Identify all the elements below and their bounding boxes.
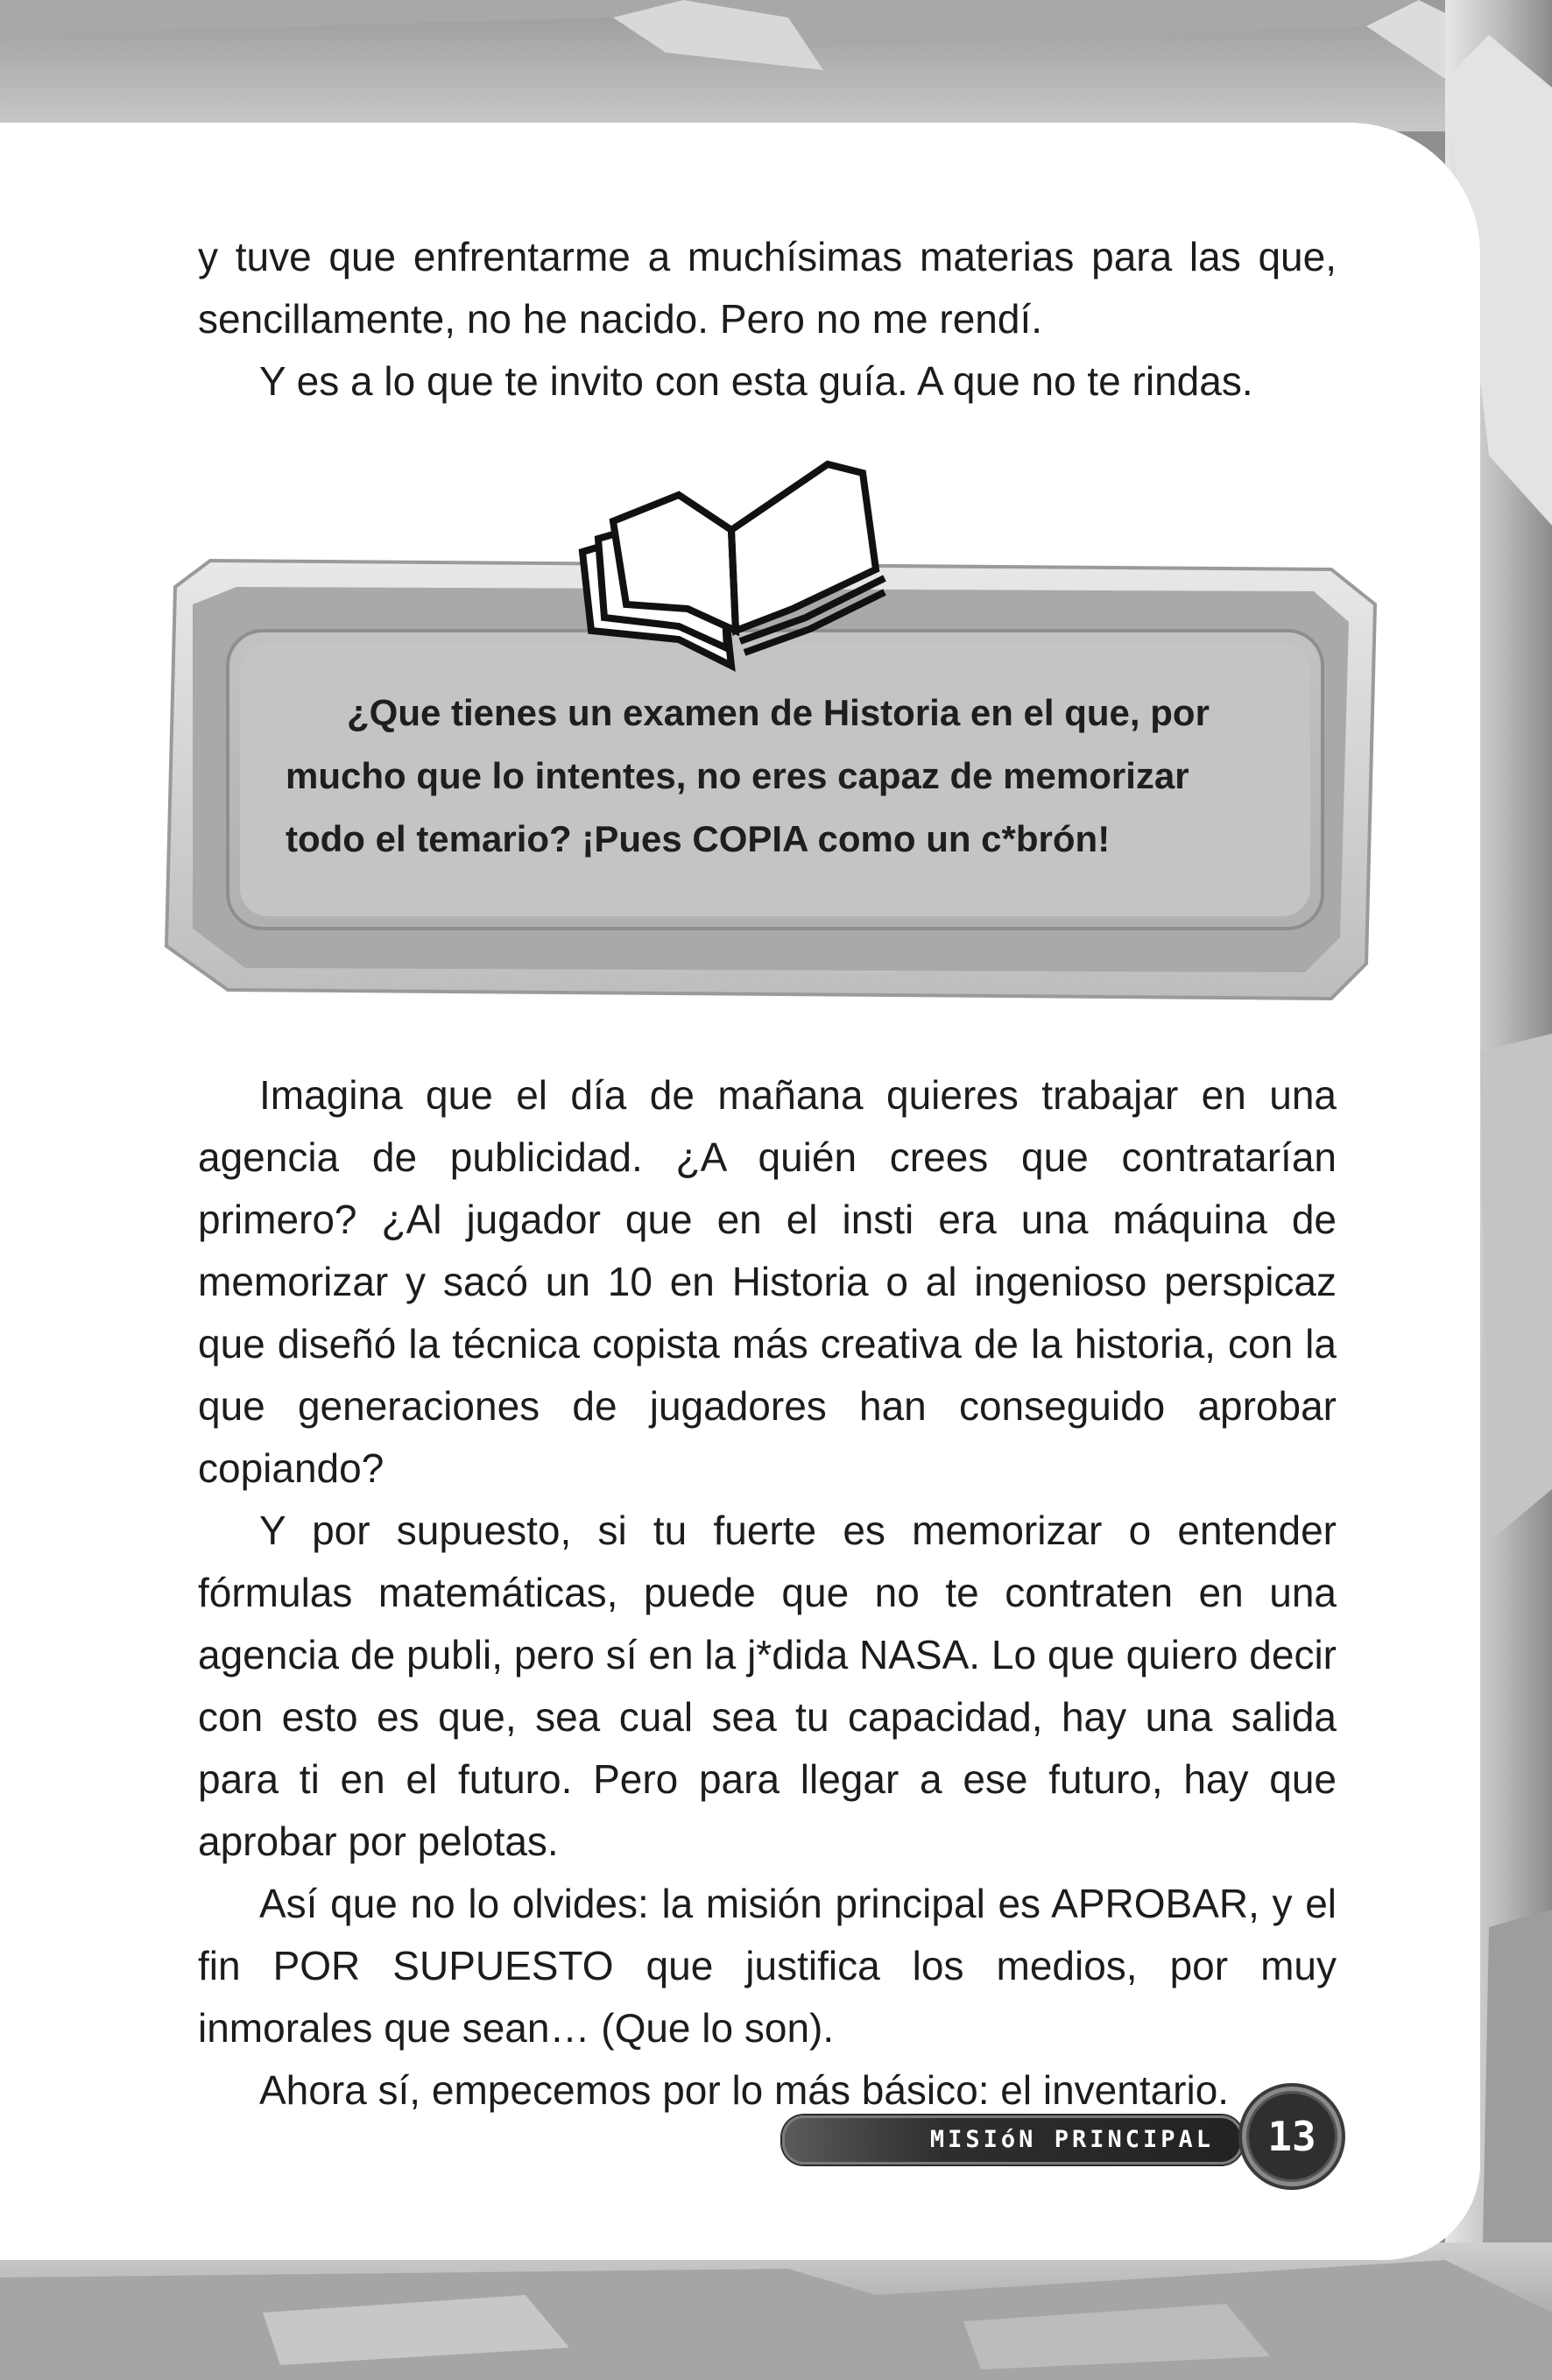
body-paragraph: Y por supuesto, si tu fuerte es memorizar o entender fórmulas matemáticas, puede que no te contraten en una agencia de publi, pero sí en la j*dida NASA. Lo que quiero decir con esto es que, sea cual sea tu capacidad, hay una salida para ti en el futuro. Pero para llegar a ese futuro, hay que aprobar por pelotas.	[198, 1508, 1337, 1864]
intro-paragraph: Y es a lo que te invito con esta guía. A que no te rindas.	[259, 358, 1253, 404]
page-number-badge	[1242, 2087, 1342, 2186]
open-book-icon	[574, 456, 889, 683]
intro-text	[198, 226, 1337, 413]
callout-text	[286, 682, 1249, 871]
body-paragraph: Imagina que el día de mañana quieres trabajar en una agencia de publicidad. ¿A quién crees que contratarían primero? ¿Al jugador que en el insti era una máquina de memorizar y sacó un 10 en Historia o al ingenioso perspicaz que diseñó la técnica copista más creativa de la historia, con la que generaciones de jugadores han conseguido aprobar copiando?	[198, 1072, 1337, 1491]
intro-paragraph: y tuve que enfrentarme a muchísimas materias para las que, sencillamente, no he nacido. Pero no me rendí.	[198, 234, 1337, 342]
page-number: 13	[1267, 2113, 1316, 2160]
body-paragraph: Ahora sí, empecemos por lo más básico: el inventario.	[259, 2067, 1230, 2113]
callout-paragraph: ¿Que tienes un examen de Historia en el que, por mucho que lo intentes, no eres capaz de memorizar todo el temario? ¡Pues COPIA como un c*brón!	[286, 692, 1210, 859]
body-paragraph: Así que no lo olvides: la misión principal es APROBAR, y el fin POR SUPUESTO que justifica los medios, por muy inmorales que sean… (Que lo son).	[198, 1881, 1337, 2051]
body-text	[198, 1064, 1337, 2122]
section-label-pill	[782, 2115, 1243, 2165]
section-label: MISIóN PRINCIPAL	[929, 2126, 1214, 2153]
